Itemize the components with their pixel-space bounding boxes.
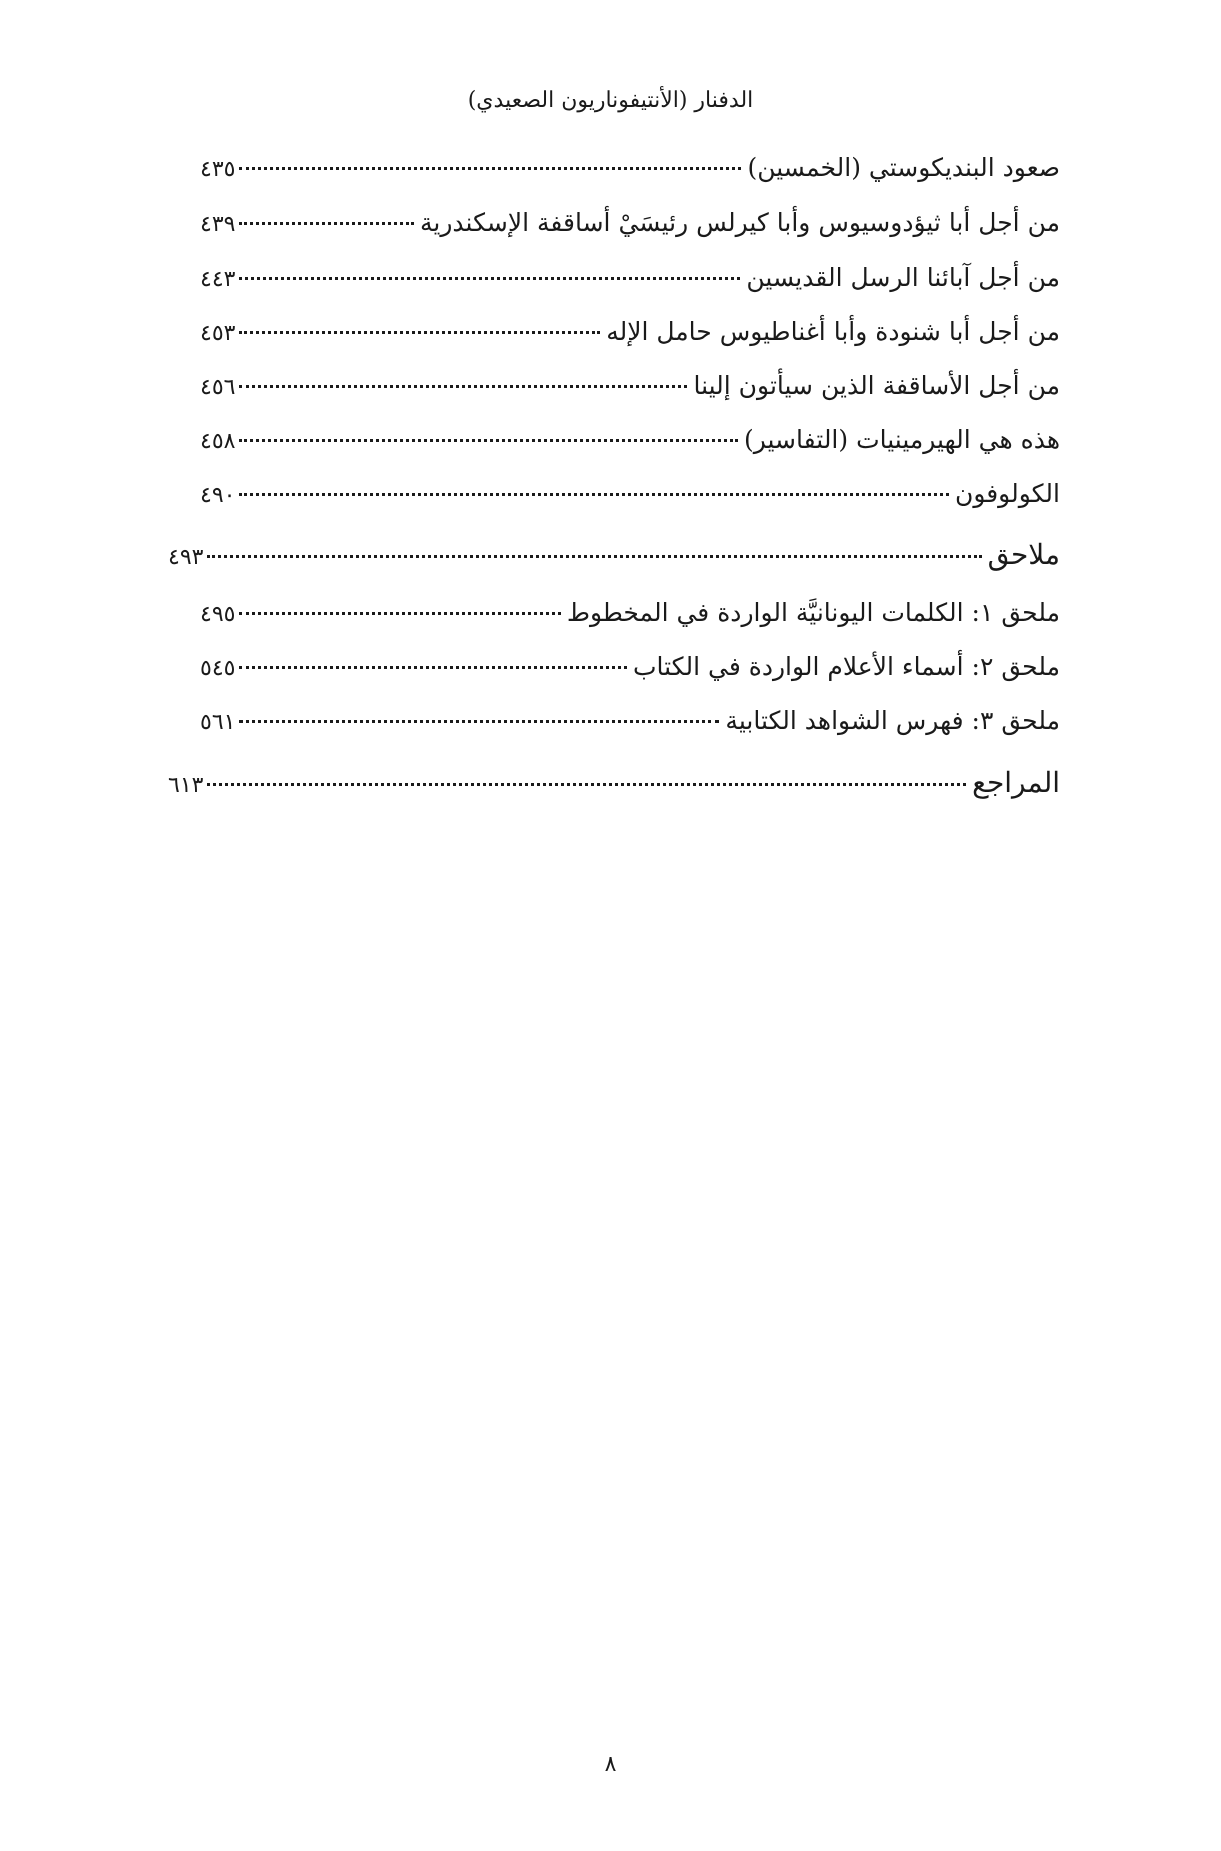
toc-entry: [200, 310, 1060, 354]
toc-entry: [200, 472, 1060, 516]
toc-entry: [200, 591, 1060, 635]
dot-leader: [239, 666, 627, 669]
toc-section-page: ٤٩٣: [168, 545, 204, 570]
toc-section-page: ٦١٣: [168, 773, 204, 798]
toc-entry: [200, 699, 1060, 743]
toc-entry-page: ٤٩٠: [200, 483, 236, 508]
dot-leader: [239, 167, 741, 170]
toc-entry-page: ٤٩٥: [200, 602, 236, 627]
toc-entry: [200, 364, 1060, 408]
toc-entry-title: هذه هي الهيرمينيات (التفاسير): [743, 425, 1060, 454]
toc-section-title: ملاحق: [987, 538, 1060, 571]
running-header: الدفنار (الأنتيفوناريون الصعيدي): [467, 88, 754, 113]
toc-entry-page: ٤٣٩: [200, 212, 236, 237]
toc-entry-page: ٤٥٨: [200, 429, 236, 454]
dot-leader: [239, 331, 600, 334]
toc-entry-page: ٤٤٣: [200, 267, 236, 292]
toc-entry-title: من أجل آبائنا الرسل القديسين: [746, 263, 1060, 292]
toc-section-title: المراجع: [972, 766, 1060, 799]
dot-leader: [239, 222, 414, 225]
toc-entry-title: ملحق ٣: فهرس الشواهد الكتابية: [725, 706, 1060, 735]
toc-entry: [200, 256, 1060, 300]
page-number: ٨: [604, 1752, 617, 1777]
toc-entry: [200, 645, 1060, 689]
toc-entry-page: ٤٥٣: [200, 321, 236, 346]
toc-entry-title: من أجل أبا ثيؤدوسيوس وأبا كيرلس رئيسَيْ أساقفة الإسكندرية: [419, 208, 1060, 237]
toc-entry-page: ٥٦١: [200, 710, 236, 735]
toc-entry-page: ٥٤٥: [200, 656, 236, 681]
dot-leader: [239, 612, 560, 615]
toc-entry-title: ملحق ١: الكلمات اليونانيَّة الواردة في المخطوط: [566, 598, 1060, 627]
dot-leader: [239, 720, 719, 723]
toc-section-appendices: [168, 533, 1060, 577]
dot-leader: [239, 493, 949, 496]
toc-section-references: [168, 761, 1060, 805]
toc-entry-page: ٤٥٦: [200, 375, 236, 400]
toc-entry-title: صعود البنديكوستي (الخمسين): [747, 153, 1060, 182]
toc-entry-title: الكولوفون: [954, 479, 1060, 508]
toc-entry-title: ملحق ٢: أسماء الأعلام الواردة في الكتاب: [632, 652, 1060, 681]
toc-entry-page: ٤٣٥: [200, 157, 236, 182]
toc-entry: [200, 418, 1060, 462]
dot-leader: [239, 277, 740, 280]
toc-entry: [200, 201, 1060, 245]
dot-leader: [207, 555, 981, 558]
dot-leader: [239, 385, 687, 388]
toc-entry-title: من أجل أبا شنودة وأبا أغناطيوس حامل الإله: [606, 317, 1060, 346]
dot-leader: [239, 439, 738, 442]
dot-leader: [207, 783, 966, 786]
toc-entry: [200, 146, 1060, 190]
toc-entry-title: من أجل الأساقفة الذين سيأتون إلينا: [693, 371, 1060, 400]
